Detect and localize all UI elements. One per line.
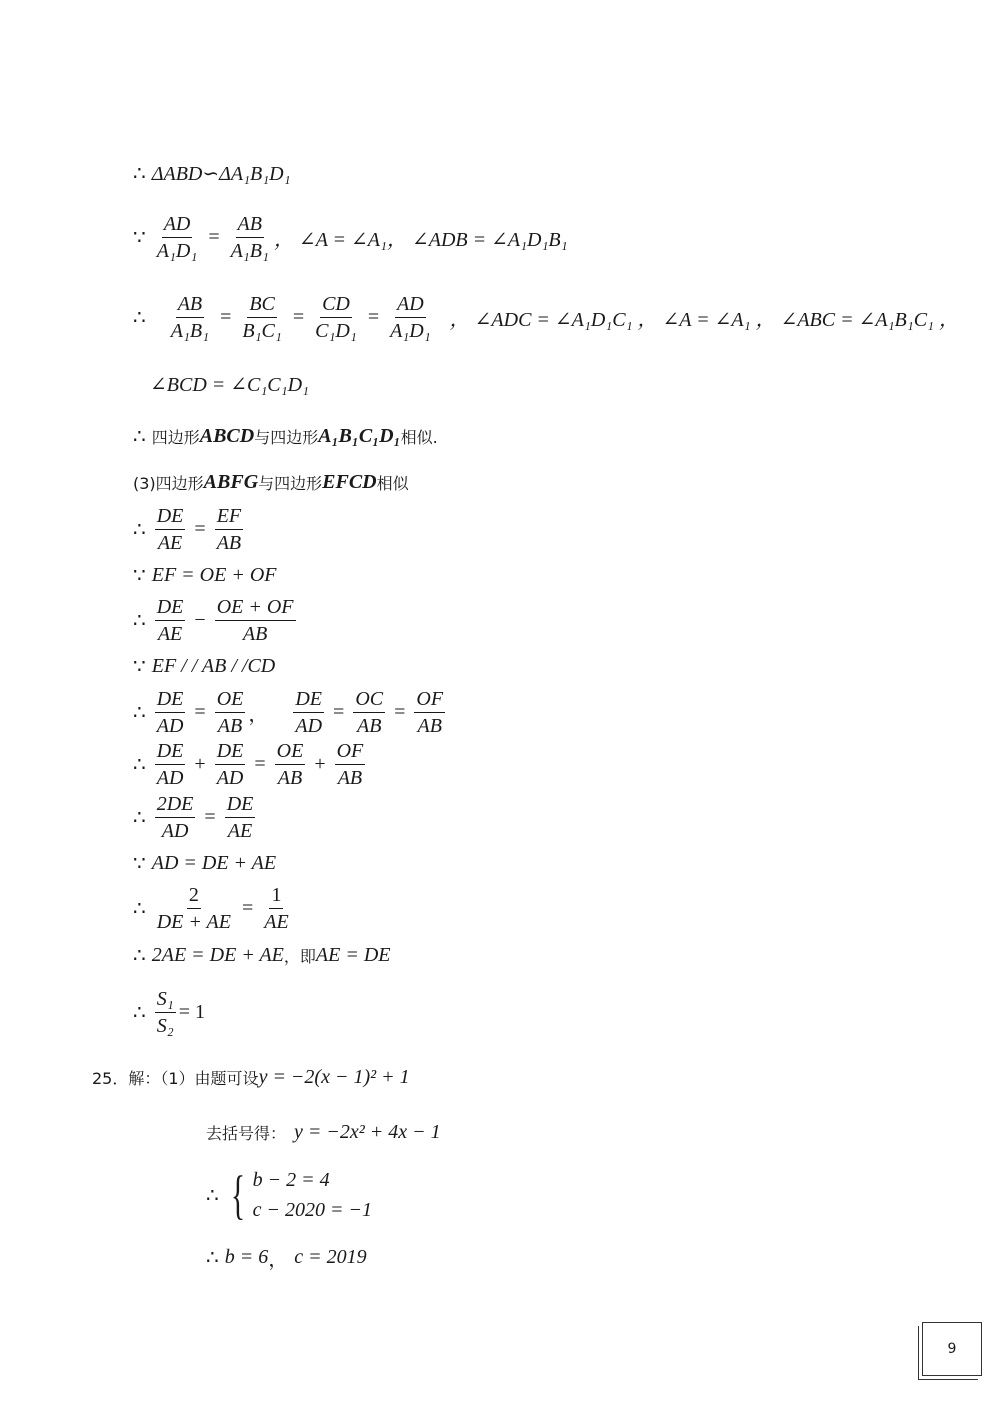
numerator: DE — [225, 792, 256, 818]
therefore-symbol: ∴ — [133, 945, 146, 967]
line-ratio-de-ae: ∴ $\frac{DE}{AE}$ = $\frac{EF}{AB}$ — [133, 505, 242, 554]
denominator: A₁B₁ — [170, 320, 210, 342]
denominator: AD — [216, 767, 244, 789]
numerator: DE — [293, 687, 324, 713]
denominator: A₁B₁ — [230, 240, 269, 262]
numerator: DE — [155, 687, 186, 713]
question-25-intro — [92, 1066, 410, 1089]
equation: AD = DE + AE — [151, 852, 277, 874]
therefore-symbol: ∴ — [133, 424, 146, 448]
line-part-3 — [133, 471, 409, 494]
line-similar-triangles — [133, 161, 291, 186]
numerator: S₁ — [155, 987, 176, 1013]
line-parallel-ratios: ∴ $\frac{DE}{AD}$ = $\frac{OE}{AB}$ ， $\frac{DE}{AD}$ = $\frac{OC}{AB}$ = $\frac{OF}{AB}$ — [133, 688, 444, 737]
fraction — [335, 739, 366, 790]
because-symbol: ∵ — [133, 565, 146, 587]
fraction — [293, 687, 324, 738]
denominator: AB — [277, 767, 303, 789]
numerator: BC — [247, 292, 277, 318]
therefore-symbol: ∴ — [133, 754, 146, 776]
therefore-symbol: ∴ — [133, 519, 146, 541]
math: ABFG — [203, 471, 259, 493]
numerator: 1 — [269, 883, 283, 909]
denominator: A₁D₁ — [390, 320, 431, 342]
text: ，即 — [283, 947, 316, 966]
fraction — [155, 212, 200, 263]
numerator: OC — [353, 687, 385, 713]
math: A₁B₁C₁D₁ — [318, 424, 401, 447]
part-label: (3)四边形 — [133, 474, 204, 493]
equation: EF = OE + OF — [151, 564, 277, 586]
denominator: AB — [356, 715, 382, 737]
line-ratio-oe-of — [133, 595, 299, 646]
angle-equalities: ， ∠ADC = ∠A₁D₁C₁ ， ∠A = ∠A₁ ， ∠ABC = ∠A₁B₁C₁ ， — [449, 309, 959, 331]
line-ae-equals-de — [133, 943, 391, 968]
text: 去括号得： — [206, 1124, 287, 1143]
equation-system — [253, 1165, 372, 1225]
question-25-system — [206, 1165, 372, 1225]
text: 与四边形 — [258, 474, 323, 493]
separator: ， — [268, 1249, 289, 1271]
line-reciprocal: ∴ $\frac{2}{DE + AE}$ = $\frac{1}{AE}$ — [133, 884, 289, 933]
equation: b = 6 — [224, 1246, 269, 1268]
equation: c = 2019 — [294, 1246, 367, 1268]
denominator: AE — [264, 911, 289, 933]
denominator: AB — [337, 767, 363, 789]
math: EFCD — [322, 471, 377, 493]
line-quadrilateral-similar — [133, 424, 438, 448]
equation-row: c − 2020 = −1 — [252, 1199, 373, 1221]
therefore-symbol: ∴ — [133, 1002, 146, 1024]
denominator: AB — [417, 715, 442, 737]
fraction — [240, 292, 283, 343]
numerator: AD — [395, 292, 426, 318]
denominator: B₁C₁ — [242, 320, 282, 342]
therefore-symbol: ∴ — [133, 307, 146, 329]
numerator: CD — [320, 292, 352, 318]
fraction — [155, 739, 186, 790]
fraction — [229, 212, 271, 263]
equation: 2AE = DE + AE — [151, 944, 284, 966]
numerator: OF — [414, 687, 445, 713]
line-angle-bcd — [150, 372, 309, 397]
fraction — [313, 292, 359, 343]
fraction — [215, 687, 246, 738]
denominator: AB — [217, 715, 243, 737]
text: 与四边形 — [254, 427, 319, 447]
numerator: AB — [176, 292, 204, 318]
result: = 1 — [178, 1001, 205, 1023]
therefore-symbol: ∴ — [133, 807, 146, 829]
fraction — [155, 504, 186, 555]
fraction — [155, 792, 196, 843]
numerator: OE + OF — [215, 595, 296, 621]
numerator: DE — [215, 739, 246, 765]
denominator: AE — [227, 820, 253, 842]
therefore-symbol: ∴ — [133, 702, 146, 724]
numerator: AD — [162, 212, 193, 238]
therefore-symbol: ∴ — [206, 1247, 219, 1269]
line-proportions: ∴ $\frac{AB}{\text{A₁B₁}}$ = $\frac{BC}{\text{B₁C₁}}$ = $\frac{CD}{\text{C₁D₁}}$ = $\frac{AD}{\text{A₁D₁}}$ ， ∠ADC = ∠A₁D₁C₁ ， ∠A = ∠A₁ ， ∠ABC = ∠A₁B₁C₁ ， — [133, 293, 959, 342]
text: 相似. — [400, 427, 438, 447]
numerator: EF — [215, 504, 243, 530]
page-number — [922, 1322, 982, 1376]
separator: ， — [248, 704, 269, 726]
denominator: AD — [161, 820, 189, 842]
line-parallel — [133, 654, 275, 679]
fraction — [353, 687, 385, 738]
denominator: DE + AE — [156, 911, 231, 933]
numerator: 2 — [187, 883, 201, 909]
because-symbol: ∵ — [133, 656, 146, 678]
therefore-symbol: ∴ — [133, 163, 146, 185]
line-ef-sum — [133, 563, 276, 588]
left-brace: { — [230, 1165, 245, 1225]
denominator: AB — [216, 532, 242, 554]
fraction — [414, 687, 445, 738]
question-25-expand — [206, 1121, 441, 1144]
numerator: DE — [155, 739, 186, 765]
similar-triangles-text: ΔABD∽ΔA₁B₁D₁ — [151, 163, 291, 185]
fraction — [169, 292, 211, 343]
equation: y = −2(x − 1)² + 1 — [258, 1066, 410, 1088]
parallel-statement: EF / / AB / /CD — [151, 655, 276, 677]
fraction — [215, 595, 296, 646]
denominator: AE — [157, 623, 183, 645]
denominator: AB — [242, 623, 268, 645]
equation: y = −2x² + 4x − 1 — [294, 1121, 441, 1143]
question-25-result — [206, 1243, 367, 1272]
numerator: OE — [215, 687, 246, 713]
denominator: AD — [295, 715, 323, 737]
fraction — [155, 883, 233, 934]
denominator: AE — [157, 532, 183, 554]
numerator: OE — [275, 739, 306, 765]
because-symbol: ∵ — [133, 227, 146, 249]
fraction — [262, 883, 290, 934]
numerator: DE — [155, 504, 186, 530]
fraction — [225, 792, 256, 843]
denominator: A₁D₁ — [156, 240, 198, 262]
plus-sign: + — [194, 753, 206, 775]
text: 四边形 — [151, 427, 200, 447]
denominator: AD — [156, 715, 184, 737]
line-area-ratio — [133, 987, 205, 1038]
equation-row: b − 2 = 4 — [252, 1169, 330, 1191]
equals-sign: = — [208, 226, 220, 248]
page-number-text: 9 — [947, 1341, 957, 1357]
fraction — [215, 739, 246, 790]
numerator: OF — [335, 739, 366, 765]
text: 解：（1）由题可设 — [128, 1069, 259, 1088]
line-ratio-angles — [133, 212, 568, 263]
angle-equalities: ， ∠A = ∠A₁， ∠ADB = ∠A₁D₁B₁ — [273, 229, 568, 251]
numerator: DE — [155, 595, 186, 621]
angle-bcd-equality: ∠BCD = ∠C₁C₁D₁ — [150, 374, 309, 396]
fraction — [155, 687, 186, 738]
denominator: C₁D₁ — [315, 320, 357, 342]
denominator: S₂ — [156, 1015, 174, 1037]
because-symbol: ∵ — [133, 853, 146, 875]
fraction — [388, 292, 433, 343]
fraction — [275, 739, 306, 790]
therefore-symbol: ∴ — [206, 1184, 219, 1207]
math: ABCD — [199, 424, 255, 447]
fraction — [155, 987, 176, 1038]
question-number: 25． — [92, 1069, 129, 1088]
numerator: AB — [236, 212, 264, 238]
line-sum-ratios: ∴ $\frac{DE}{AD}$ + $\frac{DE}{AD}$ = $\frac{OE}{AB}$ + $\frac{OF}{AB}$ — [133, 740, 364, 789]
denominator: AD — [156, 767, 184, 789]
equation: AE = DE — [315, 944, 391, 966]
line-2de-ratio: ∴ $\frac{2DE}{AD}$ = $\frac{DE}{AE}$ — [133, 793, 254, 842]
text: 相似 — [376, 474, 409, 493]
line-ad-sum — [133, 851, 276, 876]
therefore-symbol: ∴ — [133, 898, 146, 920]
fraction — [155, 595, 186, 646]
numerator: 2DE — [155, 792, 196, 818]
fraction — [215, 504, 243, 555]
therefore-symbol: ∴ — [133, 610, 146, 632]
operator: − — [194, 609, 206, 631]
